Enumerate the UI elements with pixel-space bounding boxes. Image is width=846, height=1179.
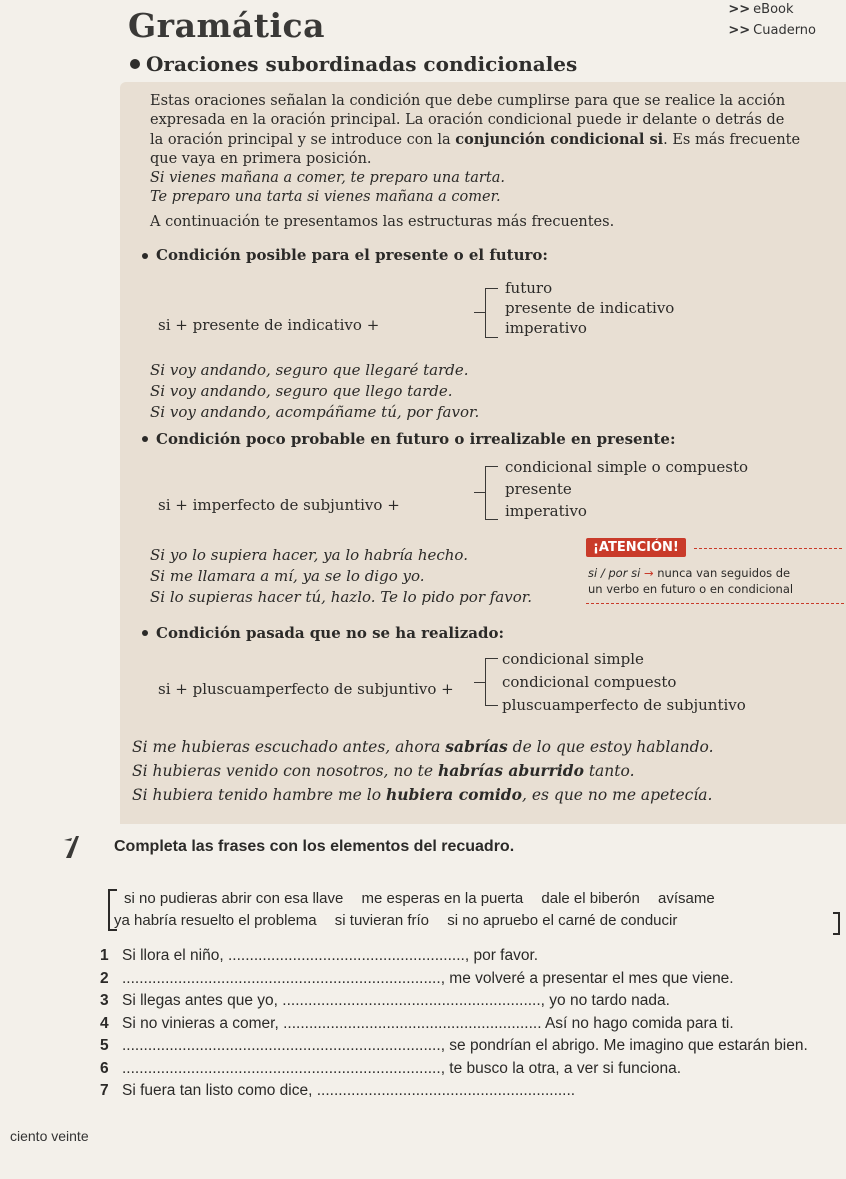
intro-paragraph <box>150 92 830 232</box>
cuaderno-label: Cuaderno <box>753 23 816 38</box>
brace <box>485 288 486 338</box>
divider <box>586 603 844 604</box>
item-text: , te busco la otra, a ver si funciona. <box>440 1059 682 1077</box>
answer-blank[interactable]: ........................................................... <box>316 1082 571 1099</box>
word-box <box>108 888 843 932</box>
grammar-content <box>150 92 830 265</box>
structure-options <box>505 456 748 522</box>
attention-badge: ¡ATENCIÓN! <box>586 538 686 557</box>
word-option: si tuvieran frío <box>334 912 430 929</box>
item-text: , se pondrían el abrigo. Me imagino que estarán bien. <box>440 1037 808 1054</box>
item-number: 1 <box>100 947 109 964</box>
item-text: Si llegas antes que yo, <box>122 992 283 1009</box>
answer-blank[interactable]: ........................................................... <box>283 1014 538 1032</box>
double-chevron-icon: >> <box>728 23 751 38</box>
attention-line: un verbo en futuro o en condicional <box>588 582 794 596</box>
condition-heading <box>142 246 830 265</box>
brace <box>485 466 486 520</box>
structure-options <box>502 648 746 717</box>
option: presente de indicativo <box>505 299 675 317</box>
intro-bold: conjunción condicional si <box>455 131 664 148</box>
cuaderno-link[interactable] <box>728 23 816 38</box>
example-sentence: Te preparo una tarta si vienes mañana a comer. <box>150 189 501 205</box>
item-text: , me volveré a presentar el mes que viene. <box>440 969 734 987</box>
word-option: ya habría resuelto el problema <box>114 912 317 929</box>
intro-text: . Es más frecuente <box>663 132 801 148</box>
example-part: , es que no me apetecía. <box>521 786 713 804</box>
item-number: 5 <box>100 1037 109 1054</box>
intro-line <box>150 130 830 150</box>
option: presente <box>505 480 572 498</box>
item-text: . Así no hago comida para ti. <box>537 1014 734 1032</box>
ebook-label: eBook <box>753 2 794 17</box>
bullet-icon <box>142 630 148 636</box>
structure-lhs: si + pluscuamperfecto de subjuntivo + <box>158 680 454 698</box>
answer-blank[interactable]: ....................................................... <box>227 947 465 964</box>
structure-2 <box>150 456 840 526</box>
bullet-icon <box>142 253 148 259</box>
answer-blank[interactable]: ............................................................ <box>282 992 541 1009</box>
bullet-icon <box>142 436 148 442</box>
item-number: 7 <box>100 1082 109 1099</box>
example-part: Si me hubieras escuchado antes, ahora <box>132 738 446 756</box>
example-sentence: Si me llamara a mí, ya se lo digo yo. <box>150 567 425 585</box>
continue-text: A continuación te presentamos las estructuras más frecuentes. <box>150 214 615 230</box>
option: pluscuamperfecto de subjuntivo <box>502 696 746 714</box>
intro-text: la oración principal y se introduce con la <box>150 132 456 148</box>
attention-note <box>586 538 844 604</box>
divider <box>694 548 842 549</box>
page-number: ciento veinte <box>10 1128 89 1144</box>
brace <box>485 658 486 706</box>
bracket-left <box>108 889 117 931</box>
exercise-instruction: Completa las frases con los elementos del recuadro. <box>114 838 515 855</box>
item-text: Si no vinieras a comer, <box>122 1014 284 1032</box>
answer-blank[interactable]: .......................................................................... <box>122 1059 441 1077</box>
heading-part: irrealizable <box>469 430 566 448</box>
intro-line: que vaya en primera posición. <box>150 151 372 167</box>
example-part: Si hubieras venido con nosotros, no te <box>132 762 438 780</box>
example-sentence: Si voy andando, seguro que llego tarde. <box>150 382 453 400</box>
example-part: Si hubiera tenido hambre me lo <box>132 786 386 804</box>
section-title <box>130 52 577 76</box>
condition-heading <box>142 624 504 642</box>
option: imperativo <box>505 319 587 337</box>
option: condicional compuesto <box>502 673 677 691</box>
structure-lhs: si + presente de indicativo + <box>158 316 380 334</box>
condition-heading-text: Condición posible para el presente o el futuro: <box>156 246 548 264</box>
word-option: si no pudieras abrir con esa llave <box>124 890 344 907</box>
example-bold: hubiera comido <box>386 785 522 804</box>
item-text: Si fuera tan listo como dice, <box>122 1082 317 1099</box>
exercise-items <box>100 945 845 1103</box>
option: imperativo <box>505 502 587 520</box>
item-number: 3 <box>100 992 109 1009</box>
example-bold: habrías aburrido <box>437 761 584 780</box>
exercise-item <box>100 1058 845 1081</box>
word-row <box>108 888 843 910</box>
word-option: avísame <box>658 890 715 907</box>
example-sentence: Si vienes mañana a comer, te preparo una tarta. <box>150 170 505 186</box>
example-bold: sabrías <box>445 737 508 756</box>
example-sentence <box>132 783 714 807</box>
word-option: si no apruebo el carné de conducir <box>447 912 678 929</box>
example-part: tanto. <box>583 762 635 780</box>
heading-part: en presente: <box>565 430 676 448</box>
arrow-right-icon: → <box>643 566 654 580</box>
item-number: 6 <box>100 1059 109 1077</box>
heading-part: Condición poco probable en futuro o <box>156 430 470 448</box>
structure-3 <box>150 648 840 718</box>
exercise-header <box>60 836 840 858</box>
examples-3 <box>132 735 714 807</box>
bracket-right <box>833 912 840 935</box>
exercise-number-icon <box>60 836 82 858</box>
example-part: de lo que estoy hablando. <box>507 738 714 756</box>
answer-blank[interactable]: .......................................................................... <box>122 1037 441 1054</box>
double-chevron-icon: >> <box>728 2 751 17</box>
exercise-item <box>100 1035 845 1058</box>
word-row <box>108 910 843 932</box>
page-title: Gramática <box>128 6 326 45</box>
attention-text <box>586 565 844 597</box>
item-number: 2 <box>100 969 109 987</box>
structure-1 <box>150 278 840 340</box>
exercise-item <box>100 945 845 968</box>
example-sentence: Si lo supieras hacer tú, hazlo. Te lo pido por favor. <box>150 588 533 606</box>
answer-blank[interactable]: .......................................................................... <box>122 969 441 987</box>
item-number: 4 <box>100 1014 109 1032</box>
example-sentence: Si voy andando, seguro que llegaré tarde. <box>150 361 469 379</box>
condition-heading <box>142 430 676 448</box>
bullet-icon <box>130 59 140 69</box>
option: futuro <box>505 279 553 297</box>
structure-lhs: si + imperfecto de subjuntivo + <box>158 496 400 514</box>
item-text: , por favor. <box>464 947 539 964</box>
item-text: . <box>570 1082 576 1099</box>
item-text: Si llora el niño, <box>122 947 228 964</box>
attention-line: nunca van seguidos de <box>657 566 791 580</box>
intro-line: Estas oraciones señalan la condición que debe cumplirse para que se realice la acción <box>150 93 786 109</box>
resource-links <box>728 2 816 44</box>
condition-heading-text: Condición pasada que no se ha realizado: <box>156 624 504 642</box>
ebook-link[interactable] <box>728 2 816 17</box>
word-option: me esperas en la puerta <box>361 890 524 907</box>
exercise-item <box>100 1013 845 1036</box>
example-sentence <box>132 759 714 783</box>
condition-heading-text <box>156 430 676 448</box>
exercise-item <box>100 1080 845 1103</box>
word-option: dale el biberón <box>541 890 640 907</box>
attention-keyword: si / por si <box>588 566 641 580</box>
exercise-item <box>100 968 845 991</box>
example-sentence: Si yo lo supiera hacer, ya lo habría hecho. <box>150 546 468 564</box>
examples-2 <box>150 545 532 608</box>
structure-options <box>505 278 674 338</box>
intro-line: expresada en la oración principal. La oración condicional puede ir delante o detrás de <box>150 112 785 128</box>
option: condicional simple o compuesto <box>505 458 749 476</box>
exercise-item <box>100 990 845 1013</box>
example-sentence <box>132 735 714 759</box>
example-sentence: Si voy andando, acompáñame tú, por favor. <box>150 403 480 421</box>
option: condicional simple <box>502 650 644 668</box>
examples-1 <box>150 360 479 423</box>
item-text: , yo no tardo nada. <box>540 992 670 1009</box>
section-title-text: Oraciones subordinadas condicionales <box>146 52 578 76</box>
